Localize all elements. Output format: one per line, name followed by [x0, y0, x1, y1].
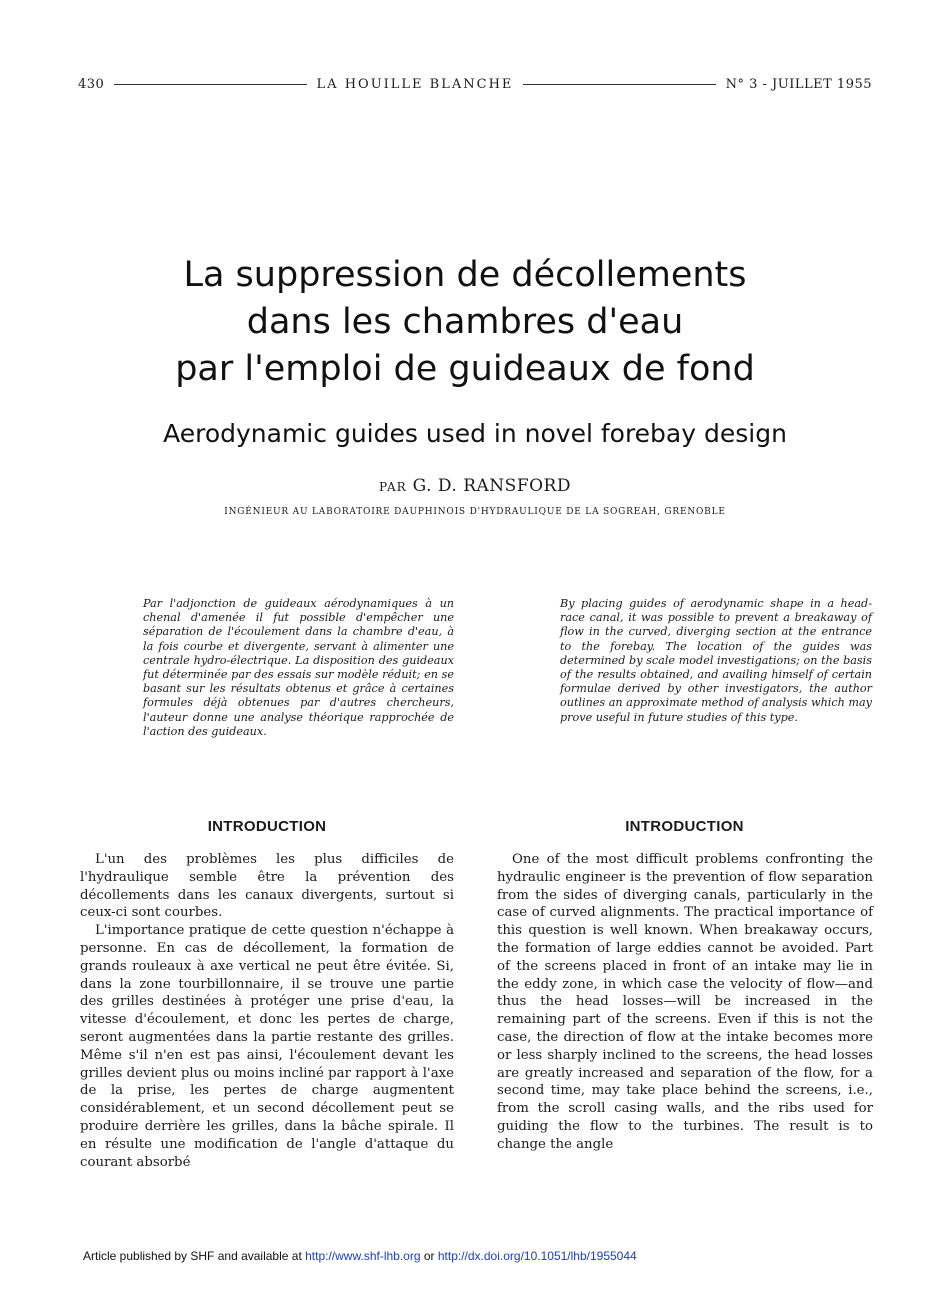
author-affiliation: INGÉNIEUR AU LABORATOIRE DAUPHINOIS D'HYDRAULIQUE DE LA SOGREAH, GRENOBLE — [224, 507, 726, 517]
article-title — [60, 252, 870, 393]
title-line-1: La suppression de décollements — [183, 255, 747, 295]
footer-link-shf[interactable]: http://www.shf-lhb.org — [305, 1249, 421, 1263]
abstract-english: By placing guides of aerodynamic shape in a head-race canal, it was possible to prevent a breakaway of flow in the curved, diverging section at the entrance to the forebay. The location of the guides was determined by scale model investigations; on the basis of the results obtained, and availing himself of certain formulae derived by other investigators, the author outlines an approximate method of analysis which may prove useful in future studies of this type. — [560, 597, 872, 724]
byline-par: PAR — [379, 480, 407, 494]
paragraph: One of the most difficult problems confronting the hydraulic engineer is the prevention of flow separation from the sides of diverging canals, particularly in the case of curved alignments. The practical importance of this question is well known. When breakaway occurs, the formation of large eddies cannot be avoided. Part of the screens placed in front of an intake may lie in the eddy zone, in which case the velocity of flow—and thus the head losses—will be increased in the remaining part of the screens. Even if this is not the case, the direction of flow at the intake becomes more or less sharply inclined to the screens, the head losses are greatly increased and separation of the flow, for a second time, may take place behind the screens, i.e., from the scroll casing walls, and the ribs used for guiding the flow to the turbines. The result is to change the angle — [497, 852, 873, 1152]
paragraph: L'importance pratique de cette question n'échappe à personne. En cas de décollement, la formation de grands rouleaux à axe vertical ne peut être évitée. Si, dans la zone tourbillonnaire, il se trouve une partie des grilles destinées à protéger une prise d'eau, la vitesse d'écoulement, et donc les pertes de charge, seront augmentées dans la partie restante des grilles. Même s'il n'en est pas ainsi, l'écoulement devant les grilles devient plus ou moins incliné par rapport à l'axe de la prise, les pertes de charge augmentent considérablement, et un second décollement peut se produire derrière les grilles, dans la bâche spirale. Il en résulte une modification de l'angle d'attaque du courant absorbé — [80, 923, 454, 1170]
page-number: 430 — [78, 76, 105, 92]
header-rule-left — [114, 84, 306, 85]
footer-middle: or — [420, 1249, 438, 1263]
footer-prefix: Article published by SHF and available at — [83, 1249, 306, 1263]
abstract-french: Par l'adjonction de guideaux aérodynamiques à un chenal d'amenée il fut possible d'empêcher une séparation de l'écoulement dans la chambre d'eau, à la fois courbe et divergente, servant à alimenter une centrale hydro-électrique. La disposition des guideaux fut déterminée par des essais sur modèle réduit; en se basant sur les résultats obtenus et grâce à certaines formules déjà obtenues par d'autres chercheurs, l'auteur donne une analyse théorique rapprochée de l'action des guideaux. — [143, 597, 454, 738]
paragraph: L'un des problèmes les plus difficiles de l'hydraulique semble être la prévention des décollements dans les canaux divergents, surtout si ceux-ci sont courbes. — [80, 852, 454, 921]
title-line-3: par l'emploi de guideaux de fond — [175, 349, 755, 389]
footer-link-doi[interactable]: http://dx.doi.org/10.1051/lhb/1955044 — [437, 1249, 637, 1263]
byline — [60, 476, 890, 496]
article-subtitle: Aerodynamic guides used in novel forebay design — [163, 419, 787, 448]
author-name: G. D. RANSFORD — [412, 476, 571, 496]
intro-heading-english: INTRODUCTION — [625, 818, 744, 835]
publication-footer — [83, 1249, 637, 1263]
intro-body-french — [80, 851, 454, 1171]
issue-info: N° 3 - JUILLET 1955 — [725, 76, 873, 92]
header-rule-right — [523, 84, 715, 85]
journal-name: LA HOUILLE BLANCHE — [316, 76, 514, 92]
intro-heading-french: INTRODUCTION — [207, 818, 327, 835]
title-line-2: dans les chambres d'eau — [246, 302, 684, 342]
running-header — [78, 74, 872, 94]
intro-body-english — [497, 851, 873, 1154]
